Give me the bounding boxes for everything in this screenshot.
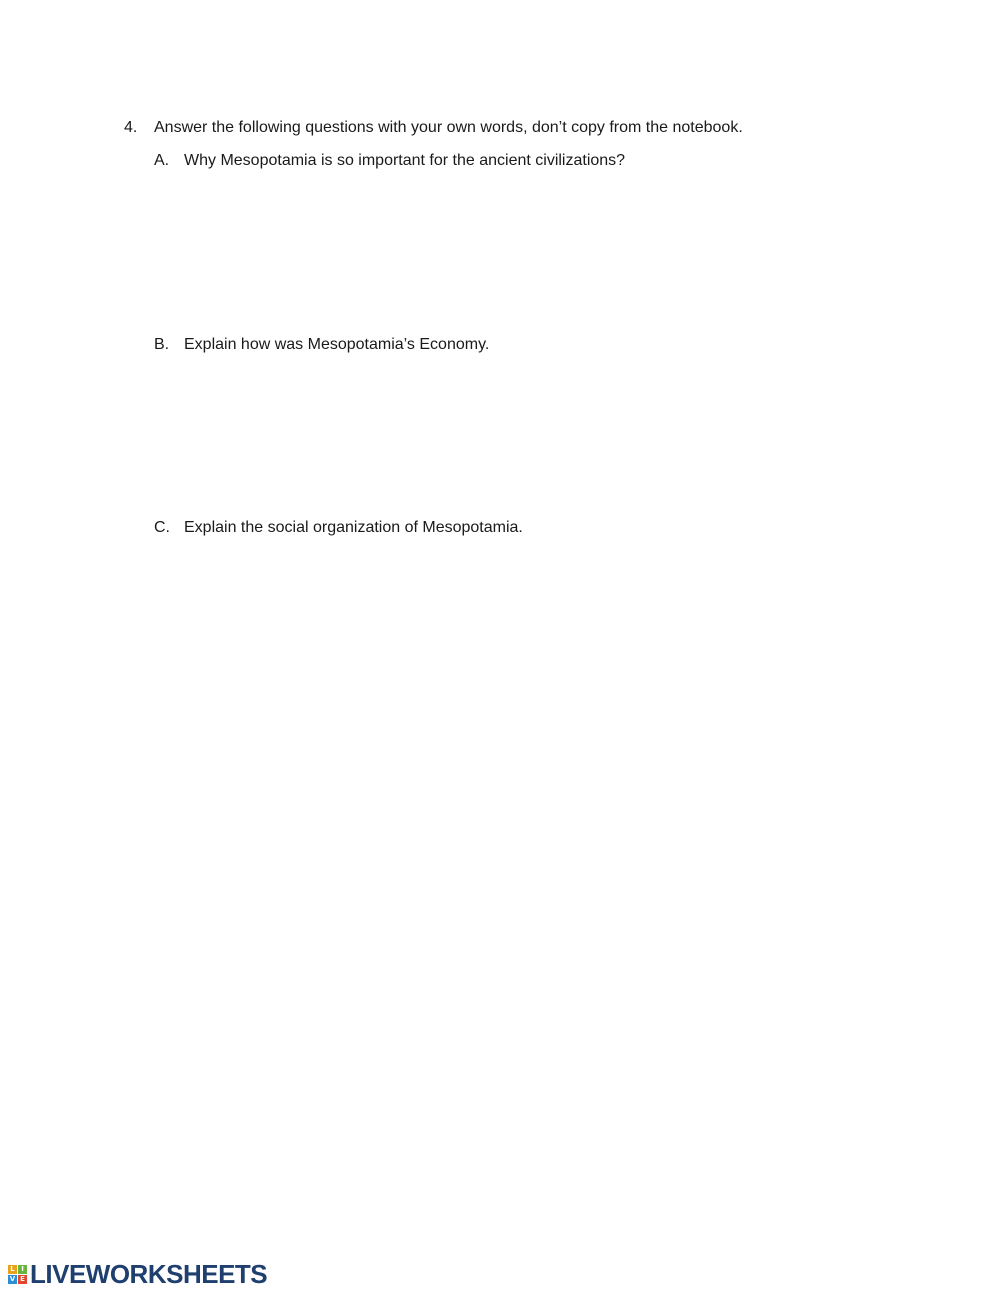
answer-area-a[interactable] — [184, 180, 924, 330]
liveworksheets-logo[interactable] — [8, 1260, 267, 1288]
logo-mark-icon — [8, 1265, 27, 1284]
logo-mark-cell: E — [18, 1275, 27, 1284]
subquestion-a — [154, 150, 625, 172]
subquestion-c — [154, 517, 523, 539]
subquestion-letter: B. — [154, 336, 170, 353]
logo-mark-cell: L — [8, 1265, 17, 1274]
subquestion-text: Explain the social organization of Mesopotamia. — [184, 519, 523, 536]
answer-area-c[interactable] — [184, 547, 924, 747]
question-4 — [124, 117, 743, 139]
question-text: Answer the following questions with your own words, don’t copy from the notebook. — [154, 119, 743, 136]
subquestion-b — [154, 334, 489, 356]
subquestion-letter: A. — [154, 152, 170, 169]
logo-text: LIVEWORKSHEETS — [30, 1259, 268, 1289]
logo-mark-cell: I — [18, 1265, 27, 1274]
question-number: 4. — [124, 119, 138, 136]
answer-area-b[interactable] — [184, 364, 924, 514]
subquestion-letter: C. — [154, 519, 170, 536]
subquestion-text: Why Mesopotamia is so important for the ancient civilizations? — [184, 152, 626, 169]
subquestion-text: Explain how was Mesopotamia’s Economy. — [184, 336, 490, 353]
logo-mark-cell: V — [9, 1274, 16, 1283]
